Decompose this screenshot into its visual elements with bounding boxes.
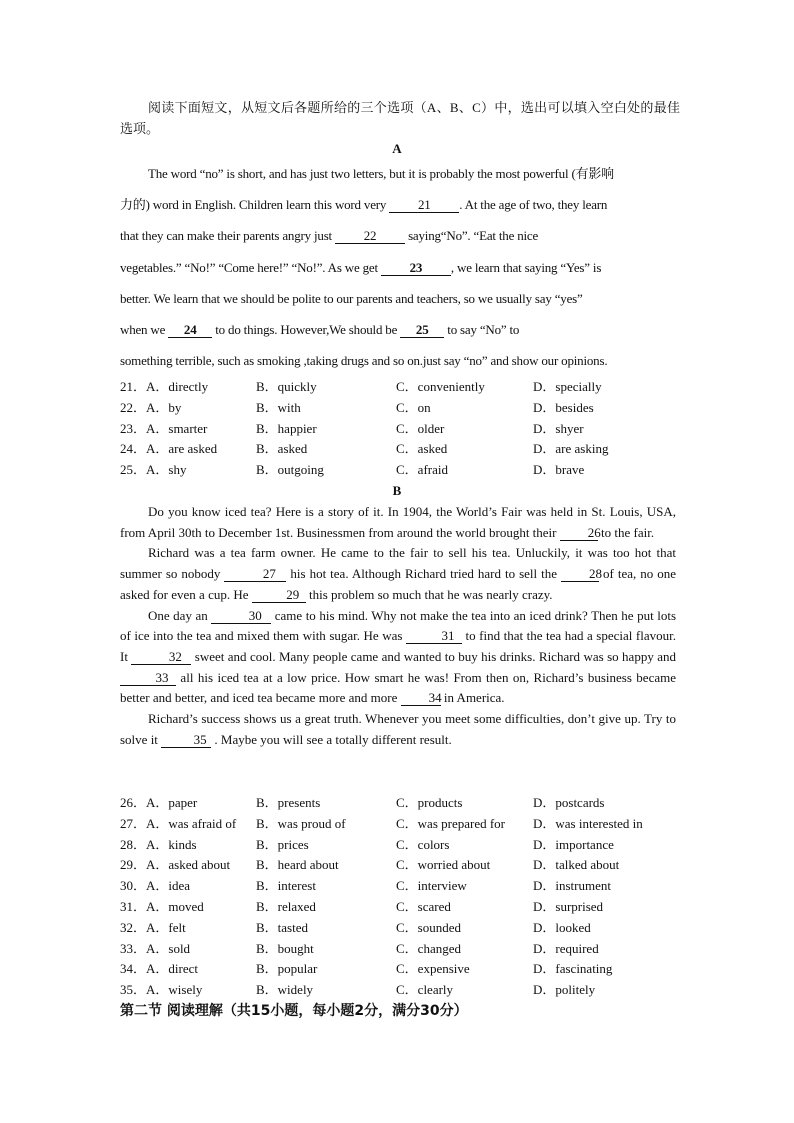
blank-22: 22 [335, 229, 405, 244]
option-row: 24．A．are asked B．asked C．asked D．are asking [120, 441, 609, 457]
option-row: 28．A．kinds B．prices C．colors D．importance [120, 836, 614, 852]
option-row: 32．A．felt B．tasted C．sounded D．looked [120, 919, 591, 935]
passage-b-paragraph: Richard was a tea farm owner. He came to the fair to sell his tea. Unluckily, it was too hot that summer so nobody 27 his hot tea. Although Richard tried hard to sell the 28 of tea, no one asked for even a cup. He 29 this problem so much that he was nearly crazy. [120, 545, 676, 602]
passage-a-line: when we 24 to do things. However,We should be 25 to say “No” to [120, 322, 520, 337]
option-row: 33．A．sold B．bought C．changed D．required [120, 940, 599, 956]
passage-a-title: A [392, 141, 402, 156]
option-row: 30．A．idea B．interest C．interview D．instrument [120, 878, 611, 894]
passage-a-line: better. We learn that we should be polite to our parents and teachers, so we usually say “yes” [120, 291, 583, 306]
blank-26: 26 [560, 526, 598, 541]
option-row: 34．A．direct B．popular C．expensive D．fascinating [120, 961, 613, 977]
blank-28: 28 [561, 567, 599, 582]
blank-29: 29 [252, 588, 306, 603]
option-row: 29．A．asked about B．heard about C．worried about D．talked about [120, 857, 620, 873]
option-row: 31．A．moved B．relaxed C．scared D．surprised [120, 898, 604, 914]
blank-27: 27 [224, 567, 286, 582]
option-row: 23．A．smarter B．happier C．older D．shyer [120, 420, 584, 436]
passage-b-title: B [392, 483, 402, 498]
option-row: 25．A．shy B．outgoing C．afraid D．brave [120, 462, 585, 478]
option-row: 22．A．by B．with C．on D．besides [120, 399, 594, 415]
passage-a-line: that they can make their parents angry just 22 saying“No”. “Eat the nice [120, 228, 539, 243]
option-row: 35．A．wisely B．widely C．clearly D．politely [120, 982, 596, 998]
blank-24: 24 [168, 323, 212, 338]
blank-25: 25 [400, 323, 444, 338]
blank-33: 33 [120, 671, 176, 686]
options-a [120, 377, 676, 481]
blank-34: 34 [401, 691, 441, 706]
section-2-title: 第二节 阅读理解（共15小题，每小题2分，满分30分） [120, 1003, 468, 1019]
options-b [120, 793, 676, 1001]
option-row: 21．A．directly B．quickly C．conveniently D．specially [120, 379, 602, 394]
blank-32: 32 [131, 650, 191, 665]
passage-b-paragraph: Richard’s success shows us a great truth. Whenever you meet some difficulties, don’t give up. Try to solve it 35 . Maybe you will see a totally different result. [120, 711, 676, 747]
passage-b-paragraph: One day an 30 came to his mind. Why not make the tea into an iced drink? Then he put lots of ice into the tea and mixed them with sugar. He was 31 to find that the tea had a special flavour. It 32 sweet and cool. Many people came and wanted to buy his drinks. Richard was so happy and 33 all his iced tea at a low price. How smart he was! From then on, Richard’s business became better and better, and iced tea became more and more 34 in America. [120, 607, 676, 706]
option-row: 26．A．paper B．presents C．products D．postcards [120, 795, 605, 810]
blank-21: 21 [389, 198, 459, 213]
blank-30: 30 [211, 609, 271, 624]
passage-a-line: vegetables.” “No!” “Come here!” “No!”. As we get 23 , we learn that saying “Yes” is [120, 260, 602, 275]
blank-23: 23 [381, 261, 451, 276]
blank-31: 31 [406, 629, 462, 644]
passage-b-paragraph: Do you know iced tea? Here is a story of it. In 1904, the World’s Fair was held in St. Louis, USA, from April 30th to December 1st. Businessmen from around the world brought their 26 to the fair. [120, 504, 676, 540]
passage-b [120, 502, 676, 750]
passage-a-line: something terrible, such as smoking ,taking drugs and so on.just say “no” and show our opinions. [120, 353, 608, 368]
option-row: 27．A．was afraid of B．was proud of C．was prepared for D．was interested in [120, 815, 643, 831]
passage-a-line: 力的) word in English. Children learn this word very 21 . At the age of two, they learn [120, 197, 608, 212]
instructions: 阅读下面短文，从短文后各题所给的三个选项（A、B、C）中，选出可以填入空白处的最佳选项。 [120, 100, 680, 136]
passage-a-line: The word “no” is short, and has just two letters, but it is probably the most powerful (有影响 [148, 166, 614, 181]
blank-35: 35 [161, 733, 211, 748]
